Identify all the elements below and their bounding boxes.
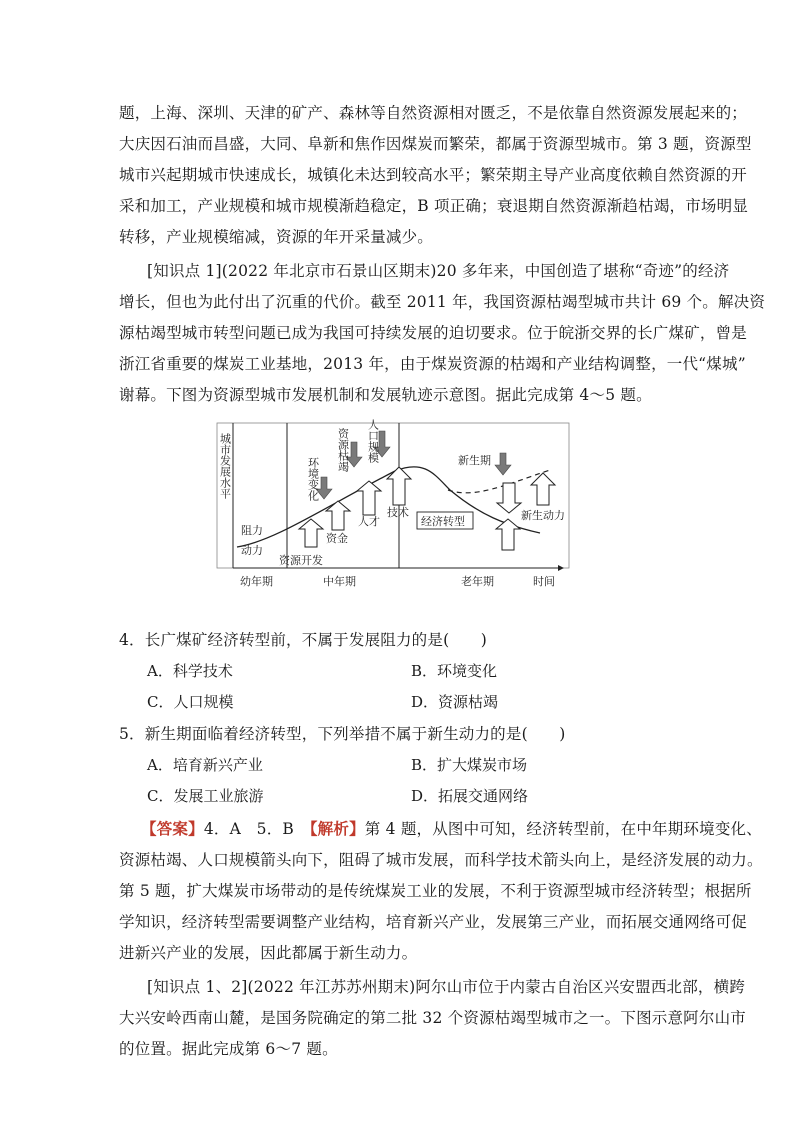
q4-option-b: B．环境变化 [411,662,498,680]
paragraph-line: 城市兴起期城市快速成长，城镇化未达到较高水平；繁荣期主导产业高度依赖自然资源的开 [119,166,748,184]
answer-tag: 【答案】 [141,819,204,838]
new-up-arrow-icon [496,519,520,550]
resource-dev-up-arrow-icon [299,519,323,547]
stage-label-old: 老年期 [461,575,494,588]
depletion-label: 资源枯竭 [336,428,350,472]
paragraph-line: 题，上海、深圳、天津的矿产、森林等自然资源相对匮乏，不是依靠自然资源发展起来的； [119,104,748,122]
population-label: 人口规模 [366,419,380,463]
env-change-label: 环境变化 [306,457,320,501]
power-label: 动力 [241,544,263,557]
stage-label-young: 幼年期 [240,575,273,588]
resistance-label: 阻力 [241,524,263,537]
paragraph-line: 源枯竭型城市转型问题已成为我国可持续发展的迫切要求。位于皖浙交界的长广煤矿，曾是 [119,324,748,342]
new-period-label: 新生期 [458,454,491,467]
analysis-line: 第 5 题，扩大煤炭市场带动的是传统煤炭工业的发展，不利于资源型城市经济转型；根据所 [119,882,752,900]
paragraph-line: 转移，产业规模缩减，资源的年开采量减少。 [119,228,434,246]
resource-dev-label: 资源开发 [279,554,323,567]
technology-label: 技术 [387,506,409,519]
capital-up-arrow-icon [326,501,350,530]
q5-option-c: C．发展工业旅游 [147,787,264,805]
new-power-label: 新生动力 [521,509,565,522]
q4-option-a: A．科学技术 [147,662,233,680]
question-4-stem: 4．长广煤矿经济转型前，不属于发展阻力的是( ) [119,631,487,649]
analysis-line: 学知识，经济转型需要调整产业结构，培育新兴产业，发展第三产业，而拓展交通网络可促 [119,913,748,931]
hollow-down-arrow-icon [497,483,521,513]
svg-text:城市发展水平: 城市发展水平 [218,433,232,499]
new-up-arrow-icon-2 [531,473,555,505]
transformation-label: 经济转型 [421,515,465,528]
paragraph-line: 谢幕。下图为资源型城市发展机制和发展轨迹示意图。据此完成第 4～5 题。 [119,386,652,404]
capital-label: 资金 [326,532,348,545]
analysis-line: 资源枯竭、人口规模箭头向下，阻碍了城市发展，而科学技术箭头向上，是经济发展的动力。 [119,851,763,869]
paragraph-line: 大庆因石油而昌盛，大同、阜新和焦作因煤炭而繁荣，都属于资源型城市。第 3 题，资源型 [119,135,752,153]
analysis-text: 第 4 题，从图中可知，经济转型前，在中年期环境变化、 [364,820,762,838]
q4-option-c: C．人口规模 [147,693,234,711]
analysis-line: 进新兴产业的发展，因此都属于新生动力。 [119,944,418,962]
q5-option-d: D．拓展交通网络 [411,787,529,805]
paragraph-line: 大兴安岭西南山麓，是国务院确定的第二批 32 个资源枯竭型城市之一。下图示意阿尔山市 [119,1009,746,1027]
paragraph-line: 增长，但也为此付出了沉重的代价。截至 2011 年，我国资源枯竭型城市共计 69 个。解决资 [119,293,766,311]
question-5-stem: 5．新生期面临着经济转型，下列举措不属于新生动力的是( ) [119,725,566,743]
stage-label-middle: 中年期 [323,575,356,588]
talent-up-arrow-icon [357,481,381,515]
q5-option-a: A．培育新兴产业 [147,756,263,774]
y-axis-label [219,433,232,499]
development-diagram [205,415,575,593]
paragraph-line: [知识点 1、2](2022 年江苏苏州期末)阿尔山市位于内蒙古自治区兴安盟西北部，横跨 [147,978,746,996]
q5-option-b: B．扩大煤炭市场 [411,756,528,774]
answer-line [141,819,762,839]
time-label: 时间 [533,575,555,588]
paragraph-line: 的位置。据此完成第 6～7 题。 [119,1040,338,1058]
talent-label: 人才 [358,515,380,528]
paragraph-line: [知识点 1](2022 年北京市石景山区期末)20 多年来，中国创造了堪称“奇迹”的经济 [147,262,730,280]
q4-option-d: D．资源枯竭 [411,693,499,711]
new-period-down-arrow-icon [495,453,511,475]
paragraph-line: 采和加工，产业规模和城市规模渐趋稳定，B 项正确；衰退期自然资源渐趋枯竭，市场明显 [119,197,749,215]
answer-keys: 4．A 5．B [203,820,310,838]
paragraph-line: 浙江省重要的煤炭工业基地，2013 年，由于煤炭资源的枯竭和产业结构调整，一代“煤城” [119,355,746,373]
analysis-tag: 【解析】 [309,819,365,838]
